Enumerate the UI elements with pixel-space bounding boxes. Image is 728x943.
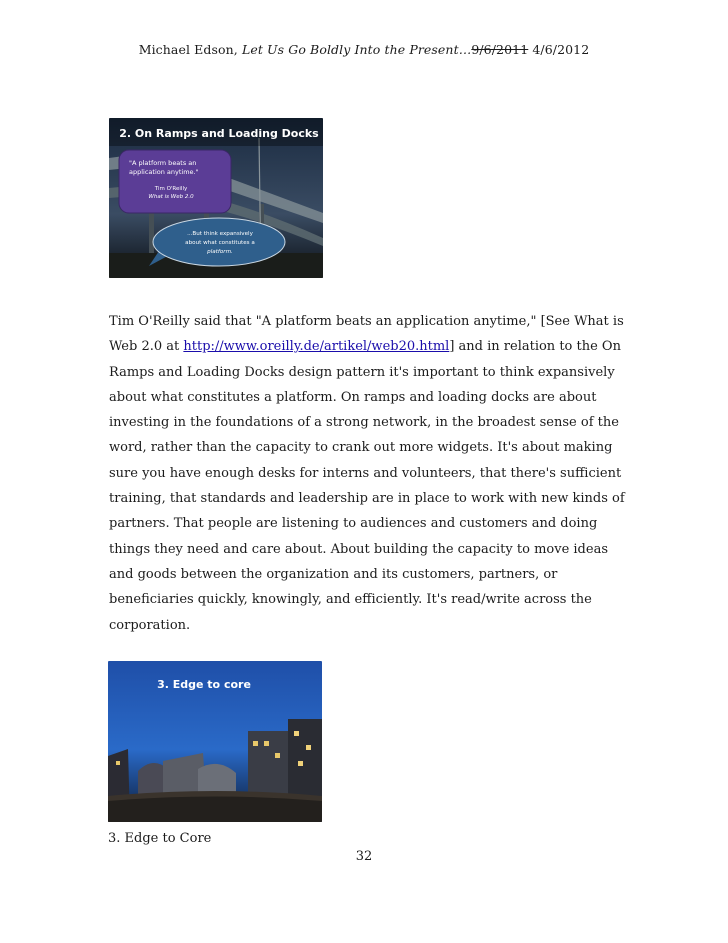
header-author: Michael Edson, xyxy=(138,42,238,57)
paragraph-part2: ] and in relation to the On Ramps and Loading Docks design pattern it's important to think expansively about what constitutes a platform. On ramps and loading docks are about investing in the foundations of a strong network, in the broadest sense of the word, rather than the capacity to crank out more widgets. It's about making sure you have enough desks for interns and volunteers, that there's sufficient training, that standards and leadership are in place to work with new kinds of partners. That people are listening to audiences and customers and doing things they need and care about. About building the capacity to move ideas and goods between the organization and its customers, partners, or beneficiaries quickly, knowingly, and efficiently. It's read/write across the corporation. xyxy=(109,339,625,633)
slide1-attribution-source: What is Web 2.0 xyxy=(148,194,194,200)
slide1-bubble-line2: about what constitutes a xyxy=(185,240,255,246)
page-number: 32 xyxy=(355,849,373,864)
slide1-bubble-line3: platform. xyxy=(207,249,233,255)
web20-link[interactable]: http://www.oreilly.de/artikel/web20.html xyxy=(183,339,450,355)
header-date-struck: 9/6/2011 xyxy=(471,42,529,57)
slide-image-edge-to-core xyxy=(108,661,322,822)
header-date: 4/6/2012 xyxy=(532,42,590,57)
slide1-attribution-name: Tim O'Reilly xyxy=(154,186,188,192)
page-header xyxy=(0,42,728,57)
body-paragraph xyxy=(109,309,629,638)
slide1-quote-line2: application anytime." xyxy=(129,168,199,176)
slide1-quote-line1: "A platform beats an xyxy=(129,159,197,167)
paragraph-part1: Tim O'Reilly said that "A platform beats an application anytime," [See What is Web 2.0 at xyxy=(109,314,624,355)
figure-caption: 3. Edge to Core xyxy=(108,831,212,846)
slide1-title: 2. On Ramps and Loading Docks xyxy=(119,127,319,140)
slide1-bubble-line1: ...But think expansively xyxy=(187,231,253,237)
header-title: Let Us Go Boldly Into the Present… xyxy=(241,42,472,57)
slide2-title: 3. Edge to core xyxy=(157,678,251,691)
slide-image-on-ramps xyxy=(109,118,323,278)
